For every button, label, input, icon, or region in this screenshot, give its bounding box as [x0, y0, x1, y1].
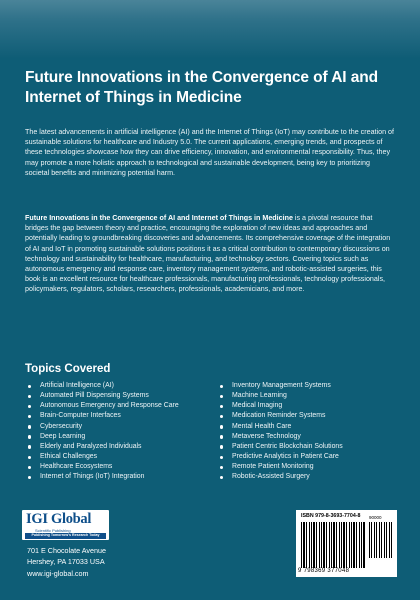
topic-item: Brain-Computer Interfaces	[27, 411, 179, 421]
publisher-website: www.igi-global.com	[27, 568, 89, 578]
isbn-label: ISBN 979-8-3693-7704-8	[301, 513, 361, 519]
topics-list-left	[27, 381, 179, 483]
topic-item: Medical Imaging	[219, 401, 343, 411]
topic-item: Elderly and Paralyzed Individuals	[27, 442, 179, 452]
topic-item: Inventory Management Systems	[219, 381, 343, 391]
topic-item: Deep Learning	[27, 432, 179, 442]
topic-item: Healthcare Ecosystems	[27, 462, 179, 472]
addon-barcode-image	[369, 522, 392, 558]
description-paragraph-2	[25, 213, 395, 295]
publisher-logo	[22, 510, 109, 540]
topic-item: Robotic-Assisted Surgery	[219, 472, 343, 482]
paragraph-2-text: is a pivotal resource that bridges the gap between theory and practice, encouraging the exploration of new ideas and approaches and potentially leading to groundbreaking discoveries and advancements. Its comprehensive coverage of the integration of AI and IoT in promoting sustainable solutions positions it as a critical contribution to contemporary discussions on technology and sustainability for healthcare, manufacturing, and technology sectors. Covering topics such as autonomous emergency and response care, inventory management systems, and robotic-assisted surgeries, this book is an excellent resource for healthcare professionals, manufacturing professionals, technology professionals, policymakers, regulators, scholars, researchers, professionals, academicians, and more.	[25, 214, 391, 294]
topic-item: Automated Pill Dispensing Systems	[27, 391, 179, 401]
address-street: 701 E Chocolate Avenue	[27, 546, 106, 555]
barcode-image	[301, 522, 365, 568]
isbn-barcode-box	[296, 510, 397, 577]
topic-item: Autonomous Emergency and Response Care	[27, 401, 179, 411]
publisher-address	[27, 545, 106, 579]
topic-item: Internet of Things (IoT) Integration	[27, 472, 179, 482]
topic-item: Medication Reminder Systems	[219, 411, 343, 421]
back-cover-content	[25, 68, 397, 294]
topic-item: Mental Health Care	[219, 422, 343, 432]
addon-code: 90000	[369, 515, 382, 520]
logo-subtitle: Scientific Publishing	[35, 528, 71, 533]
book-title: Future Innovations in the Convergence of AI and Internet of Things in Medicine	[25, 69, 378, 106]
description-paragraph-1: The latest advancements in artificial intelligence (AI) and the Internet of Things (IoT) may contribute to the creation of sustainable solutions for healthcare and Industry 5.0. The current applications, emerging trends, and prospects of these technologies showcase how they can drive efficiency, innovation, and environmental responsibility. Thus, they may promote a more holistic approach to technological and sustainable development, being key to prioritizing societal benefits and minimizing potential harm.	[25, 128, 394, 177]
logo-tagline: Publishing Tomorrow's Research Today	[25, 533, 106, 539]
address-city: Hershey, PA 17033 USA	[27, 557, 105, 567]
topic-item: Metaverse Technology	[219, 432, 343, 442]
logo-brand-text: IGI Global	[26, 511, 92, 527]
topic-item: Machine Learning	[219, 391, 343, 401]
paragraph-book-title: Future Innovations in the Convergence of AI and Internet of Things in Medicine	[25, 214, 293, 222]
topic-item: Cybersecurity	[27, 422, 179, 432]
topic-item: Ethical Challenges	[27, 452, 179, 462]
topic-item: Patient Centric Blockchain Solutions	[219, 442, 343, 452]
topic-item: Predictive Analytics in Patient Care	[219, 452, 343, 462]
topic-item: Remote Patient Monitoring	[219, 462, 343, 472]
barcode-number: 9 798369 377048	[298, 568, 350, 574]
topics-heading: Topics Covered	[25, 363, 111, 375]
topics-list-right	[219, 381, 343, 483]
top-band	[0, 0, 420, 58]
topic-item: Artificial Intelligence (AI)	[27, 381, 179, 391]
